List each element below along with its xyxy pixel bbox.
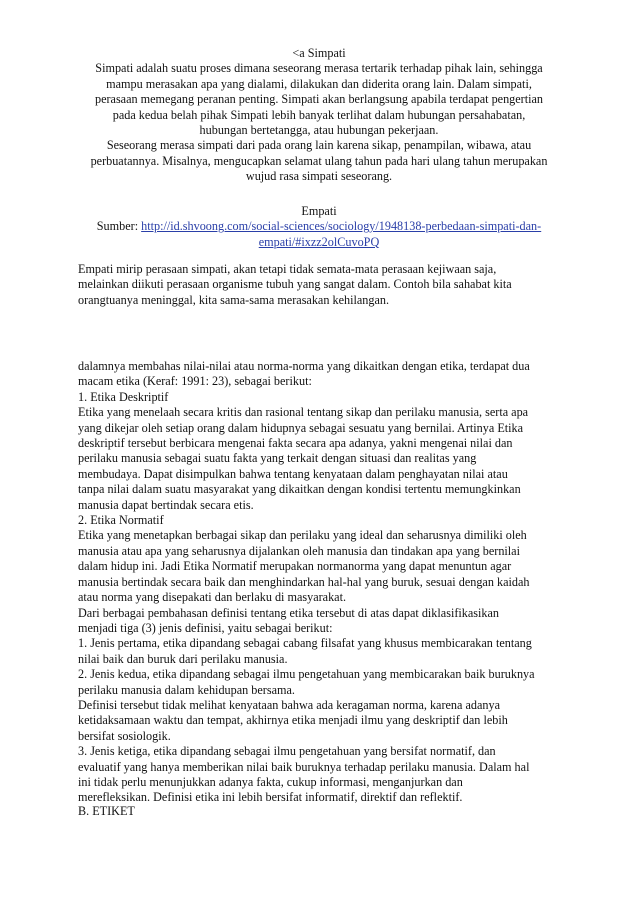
etika-line: evaluatif yang hanya memberikan nilai baik buruknya terhadap perilaku manusia. Dalam hal bbox=[78, 759, 530, 774]
empati-source-continued bbox=[66, 235, 572, 250]
etika-line: manusia bertindak secara baik dan menghindarkan hal-hal yang buruk, sesuai dengan kaidah bbox=[78, 574, 530, 589]
etika-line: membudaya. Dapat disimpulkan bahwa tentang kenyataan dalam penghayatan nilai atau bbox=[78, 466, 508, 481]
empati-line: orangtuanya meninggal, kita sama-sama merasakan kehilangan. bbox=[78, 292, 390, 307]
simpati-line: perasaan memegang peranan penting. Simpati akan berlangsung apabila terdapat pengertian bbox=[94, 92, 544, 107]
empati-header bbox=[66, 204, 572, 250]
empati-title: Empati bbox=[301, 204, 337, 218]
section-heading-text: B. ETIKET bbox=[78, 804, 135, 818]
empati-line: Empati mirip perasaan simpati, akan tetapi tidak semata-mata perasaan kejiwaan saja, bbox=[78, 262, 497, 276]
etika-line: 3. Jenis ketiga, etika dipandang sebagai ilmu pengetahuan yang bersifat normatif, dan bbox=[78, 744, 496, 759]
etika-line: bersifat sosiologik. bbox=[78, 728, 171, 743]
empati-line: melainkan diikuti perasaan organisme tubuh yang sangat dalam. Contoh bila sahabat kita bbox=[78, 277, 512, 292]
etika-line: 2. Jenis kedua, etika dipandang sebagai ilmu pengetahuan yang membicarakan baik buruknya bbox=[78, 667, 535, 682]
etika-line: nilai baik dan buruk dari perilaku manusia. bbox=[78, 651, 288, 666]
etika-line: dalam hidup ini. Jadi Etika Normatif merupakan normanorma yang dapat menuntun agar bbox=[78, 559, 512, 574]
simpati-section bbox=[66, 46, 572, 185]
etika-line: dalamnya membahas nilai-nilai atau norma-norma yang dikaitkan dengan etika, terdapat dua bbox=[78, 359, 530, 373]
source-link-continued[interactable]: empati/#ixzz2olCuvoPQ bbox=[258, 234, 380, 249]
source-link[interactable]: http://id.shvoong.com/social-sciences/sociology/1948138-perbedaan-simpati-dan- bbox=[141, 219, 542, 234]
etika-line: deskriptif tersebut berbicara mengenai fakta secara apa adanya, yakni mengenai nilai dan bbox=[78, 436, 513, 451]
simpati-line: hubungan bertetangga, atau hubungan pekerjaan. bbox=[199, 123, 439, 138]
etika-line: yang dikejar oleh setiap orang dalam hidupnya sebagai sesuatu yang bernilai. Artinya Etika bbox=[78, 420, 524, 435]
source-label: Sumber: bbox=[96, 219, 142, 234]
etika-line: merefleksikan. Definisi etika ini lebih bersifat informatif, direktif dan reflektif. bbox=[78, 790, 463, 805]
simpati-line: Seseorang merasa simpati dari pada orang lain karena sikap, penampilan, wibawa, atau bbox=[106, 138, 532, 153]
subheading-etika-normatif: 2. Etika Normatif bbox=[78, 513, 164, 528]
etika-line: macam etika (Keraf: 1991: 23), sebagai berikut: bbox=[78, 374, 312, 389]
simpati-line: Simpati adalah suatu proses dimana seseorang merasa tertarik terhadap pihak lain, sehingga bbox=[95, 61, 543, 76]
etika-line: atau norma yang disepakati dan berlaku di masyarakat. bbox=[78, 590, 347, 605]
section-heading-etiket bbox=[78, 804, 566, 819]
etika-line: Etika yang menetapkan berbagai sikap dan perilaku yang ideal dan seharusnya dimiliki oleh bbox=[78, 528, 527, 543]
simpati-line: pada kedua belah pihak Simpati lebih banyak terlihat dalam hubungan persahabatan, bbox=[112, 107, 526, 122]
simpati-title: <a Simpati bbox=[292, 46, 346, 60]
etika-line: Dari berbagai pembahasan definisi tentang etika tersebut di atas dapat diklasifikasikan bbox=[78, 605, 499, 620]
etika-line: perilaku manusia dalam kehidupan bersama. bbox=[78, 682, 295, 697]
simpati-line: perbuatannya. Misalnya, mengucapkan selamat ulang tahun pada hari ulang tahun merupakan bbox=[90, 153, 548, 168]
etika-line: ketidaksamaan waktu dan tempat, akhirnya etika menjadi ilmu yang deskriptif dan lebih bbox=[78, 713, 508, 728]
etika-line: manusia atau apa yang seharusnya dijalankan oleh manusia dan tindakan apa yang bernilai bbox=[78, 543, 520, 558]
subheading-etika-deskriptif: 1. Etika Deskriptif bbox=[78, 389, 169, 404]
etika-line: Definisi tersebut tidak melihat kenyataan bahwa ada keragaman norma, karena adanya bbox=[78, 697, 500, 712]
etika-line: Etika yang menelaah secara kritis dan rasional tentang sikap dan perilaku manusia, serta apa bbox=[78, 405, 529, 420]
empati-body bbox=[78, 262, 566, 308]
etika-line: ini tidak perlu menunjukkan adanya fakta, cukup informasi, menganjurkan dan bbox=[78, 774, 463, 789]
etika-line: 1. Jenis pertama, etika dipandang sebagai cabang filsafat yang khusus membicarakan tentang bbox=[78, 636, 532, 651]
simpati-line: wujud rasa simpati seseorang. bbox=[245, 169, 393, 184]
simpati-line: mampu merasakan apa yang dialami, dilakukan dan diderita orang lain. Dalam simpati, bbox=[106, 76, 532, 91]
etika-body bbox=[78, 359, 566, 806]
etika-line: tanpa nilai dalam suatu masyarakat yang dikaitkan dengan kondisi tertentu memungkinkan bbox=[78, 482, 521, 497]
etika-line: menjadi tiga (3) jenis definisi, yaitu sebagai berikut: bbox=[78, 620, 333, 635]
empati-source bbox=[66, 219, 572, 234]
etika-line: manusia dapat bertindak secara etis. bbox=[78, 497, 254, 512]
etika-line: perilaku manusia sebagai suatu fakta yang terkait dengan situasi dan realitas yang bbox=[78, 451, 477, 466]
